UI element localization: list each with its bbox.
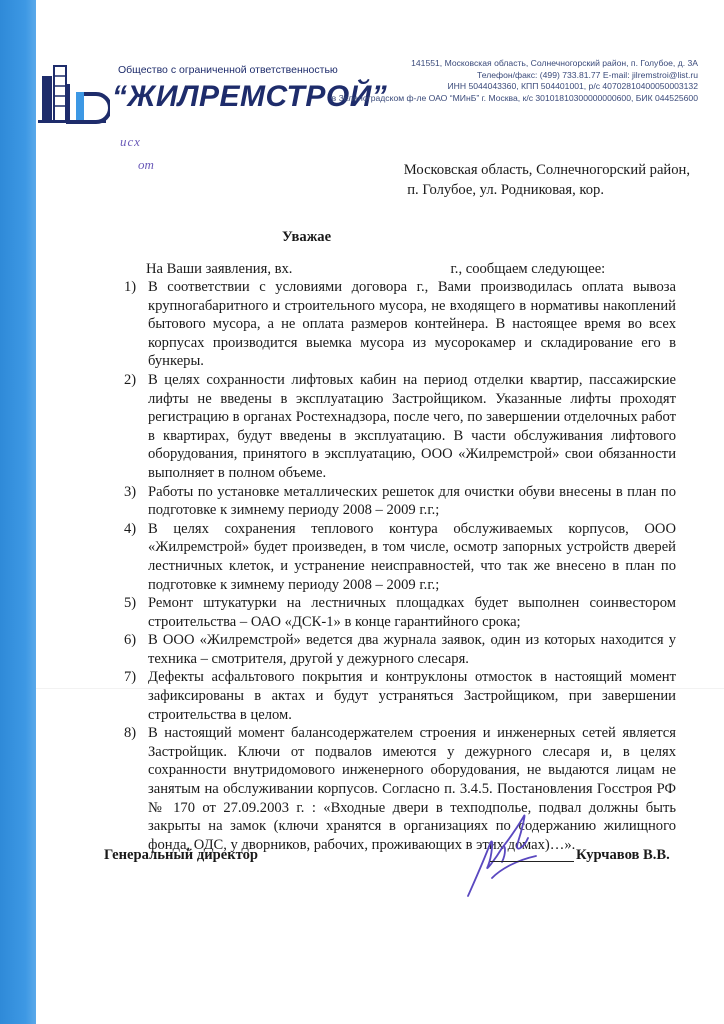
- handwritten-signature: [462, 808, 550, 902]
- item-number: 4): [124, 520, 137, 537]
- item-text: В соответствии с условиями договора г., Вами производилась оплата вывоза крупногабаритного и строительного мусора, не входящего в нормативы накоплений бытового мусора, а не оплата размеров контейнера. В настоящее время во всех корпусах производится выемка мусора из мусорокамер и складирование его в бункеры.: [148, 279, 676, 370]
- company-requisites: [332, 58, 698, 104]
- list-item: [106, 278, 676, 371]
- requisites-line: в Зеленоградском ф-ле ОАО “МИнБ” г. Москва, к/с 30101810300000000600, БИК 044525600: [331, 92, 698, 103]
- requisites-line: ИНН 5044043360, КПП 504401001, р/с 40702810400050003132: [447, 81, 698, 91]
- item-text: В целях сохранения теплового контура обслуживаемых корпусов, ООО «Жилремстрой» будет произведен, в том числе, осмотр запорных устройств дверей лестничных клеток, и устранение неисправностей, что так же внесено в план по подготовке к зимнему периоду 2008 – 2009 г.г.;: [148, 520, 676, 593]
- item-text: В настоящий момент балансодержателем строения и инженерных сетей является Застройщик. Ключи от подвалов имеются у дежурного слесаря и, в целях сохранности внутридомового инженерного оборудования, не выдаются лицам не занятым на обслуживании корпусов. Согласно п. 3.4.5. Постановления Госстроя РФ № 170 от 27.09.2003 г. : «Входные двери в техподполье, подвал должны быть закрыты на замок (ключи хранятся в организациях по содержанию жилищного фонда, ОДС, у дворников, рабочих, проживающих в этих домах)…».: [148, 725, 676, 853]
- signatory-title: Генеральный директор: [104, 847, 259, 863]
- company-name: “ЖИЛРЕМСТРОЙ”: [112, 80, 388, 113]
- item-number: 7): [124, 669, 137, 686]
- signatory-name: Курчавов В.В.: [576, 847, 670, 863]
- side-color-bar: [0, 0, 36, 1024]
- list-item: [106, 371, 676, 483]
- requisites-line: Телефон/факс: (499) 733.81.77 E-mail: jilremstroi@list.ru: [476, 69, 698, 80]
- item-number: 2): [124, 371, 137, 388]
- list-item: [106, 631, 676, 668]
- item-text: Работы по установке металлических решеток для очистки обуви внесены в план по подготовке к зимнему периоду 2008 – 2009 г.г.;: [148, 483, 676, 519]
- recipient-address: [380, 160, 690, 200]
- intro-before: На Ваши заявления, вх.: [146, 261, 293, 277]
- item-number: 3): [124, 483, 137, 500]
- company-logo: [36, 62, 110, 126]
- company-legal-form: Общество с ограниченной ответственностью: [118, 64, 338, 76]
- list-item: [106, 483, 676, 520]
- list-item: [106, 520, 676, 594]
- item-number: 6): [124, 632, 137, 649]
- item-text: В ООО «Жилремстрой» ведется два журнала заявок, один из которых находится у техника – смотрителя, другой у дежурного слесаря.: [148, 632, 676, 667]
- handwritten-date: от: [138, 157, 154, 172]
- item-text: Дефекты асфальтового покрытия и контруклоны отмосток в настоящий момент зафиксированы в актах и будут устраняться Застройщиком, при завершении строительства в целом.: [148, 669, 676, 723]
- list-item: [106, 594, 676, 631]
- handwritten-ref-number: исх: [120, 134, 141, 149]
- requisites-line: 141551, Московская область, Солнечногорский район, п. Голубое, д. 3А: [411, 58, 698, 68]
- item-number: 5): [124, 595, 137, 612]
- intro-paragraph: [146, 261, 605, 278]
- address-line: Московская область, Солнечногорский район,: [403, 162, 690, 178]
- response-list: [106, 278, 676, 854]
- item-number: 1): [124, 279, 137, 295]
- paper-fold-line: [36, 688, 724, 689]
- intro-after: г., сообщаем следующее:: [450, 261, 606, 277]
- list-item: [106, 724, 676, 854]
- item-text: В целях сохранности лифтовых кабин на период отделки квартир, пассажирские лифты не введены в эксплуатацию Застройщиком. Указанные лифты проходят регистрацию в органах Ростехнадзора, после чего, по завершении отделочных работ в квартирах, будут введены в эксплуатацию. В части обслуживания лифтового оборудования, принятого в эксплуатацию, ООО «Жилремстрой» свои обязанности выполняет в полном объеме.: [148, 371, 676, 481]
- address-line: п. Голубое, ул. Родниковая, кор.: [407, 182, 604, 198]
- item-text: Ремонт штукатурки на лестничных площадках будет выполнен соинвестором строительства – ОАО «ДСК-1» в конце гарантийного срока;: [148, 595, 676, 630]
- list-item: [106, 668, 676, 724]
- signature-line: [490, 861, 574, 862]
- salutation: Уважае: [282, 229, 332, 245]
- item-number: 8): [124, 725, 137, 742]
